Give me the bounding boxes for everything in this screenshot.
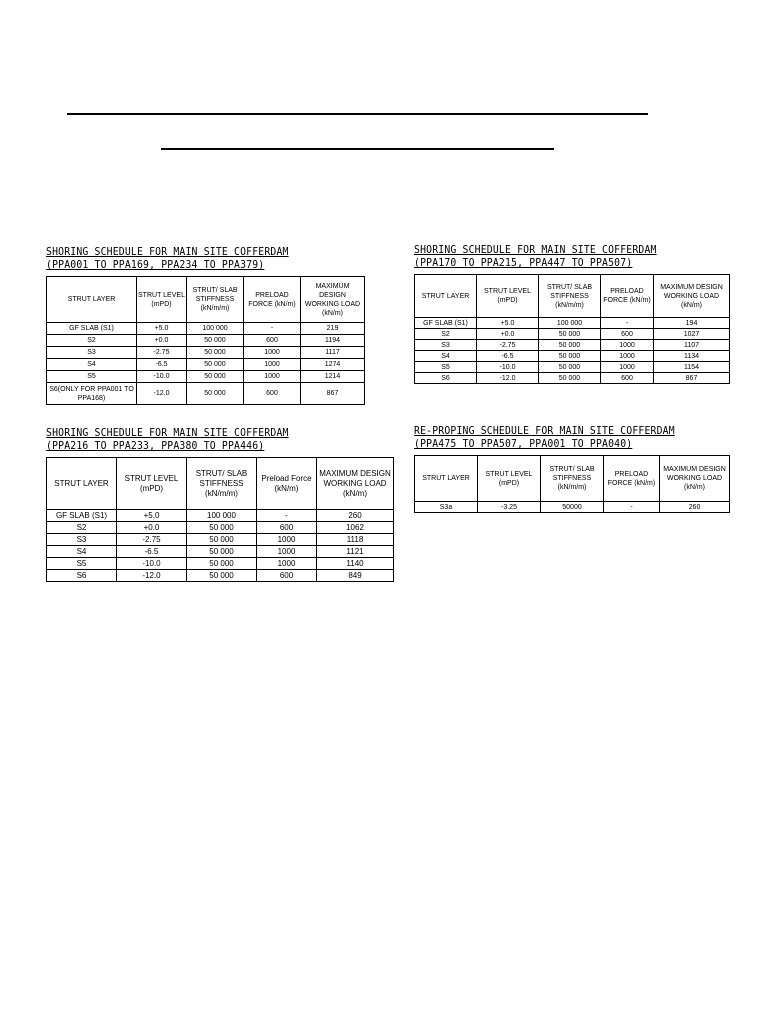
schedule-table <box>46 276 365 405</box>
schedule-table <box>414 455 730 513</box>
cell-preload-force: - <box>601 318 654 329</box>
table-row <box>415 373 730 384</box>
cell-strut-layer: S6(ONLY FOR PPA001 TO PPA168) <box>47 383 137 405</box>
cell-strut-layer: S5 <box>47 371 137 383</box>
schedule-title: SHORING SCHEDULE FOR MAIN SITE COFFERDAM <box>414 244 657 256</box>
schedule-ppa216-ppa233 <box>46 427 394 582</box>
cell-max-load: 867 <box>301 383 365 405</box>
header-stiffness: STRUT/ SLAB STIFFNESS (kN/m/m) <box>541 456 604 502</box>
schedule-range: (PPA170 TO PPA215, PPA447 TO PPA507) <box>414 257 633 269</box>
header-strut-level: STRUT LEVEL (mPD) <box>137 277 187 323</box>
table-row <box>47 359 365 371</box>
cell-strut-level: -12.0 <box>137 383 187 405</box>
cell-max-load: 1140 <box>317 558 394 570</box>
schedule-title: RE-PROPING SCHEDULE FOR MAIN SITE COFFERDAM <box>414 425 675 437</box>
cell-strut-layer: S5 <box>415 362 477 373</box>
cell-preload-force: 1000 <box>257 558 317 570</box>
cell-preload-force: 1000 <box>244 359 301 371</box>
cell-preload-force: 1000 <box>601 340 654 351</box>
cell-max-load: 1194 <box>301 335 365 347</box>
schedule-ppa170-ppa215 <box>414 244 730 384</box>
cell-max-load: 219 <box>301 323 365 335</box>
cell-strut-level: -6.5 <box>477 351 539 362</box>
cell-stiffness: 50 000 <box>539 351 601 362</box>
cell-max-load: 1154 <box>654 362 730 373</box>
cell-strut-layer: GF SLAB (S1) <box>47 510 117 522</box>
cell-strut-layer: S2 <box>47 335 137 347</box>
schedule-range: (PPA216 TO PPA233, PPA380 TO PPA446) <box>46 440 265 452</box>
cell-preload-force: 1000 <box>244 347 301 359</box>
cell-max-load: 194 <box>654 318 730 329</box>
cell-strut-layer: S4 <box>47 359 137 371</box>
table-row <box>47 347 365 359</box>
cell-strut-level: -6.5 <box>117 546 187 558</box>
header-strut-layer: STRUT LAYER <box>47 277 137 323</box>
header-strut-layer: STRUT LAYER <box>415 456 478 502</box>
cell-stiffness: 50 000 <box>539 362 601 373</box>
table-row <box>47 335 365 347</box>
cell-strut-level: -10.0 <box>477 362 539 373</box>
cell-strut-layer: S5 <box>47 558 117 570</box>
cell-stiffness: 50 000 <box>187 359 244 371</box>
cell-max-load: 1117 <box>301 347 365 359</box>
cell-stiffness: 50 000 <box>187 383 244 405</box>
cell-preload-force: 600 <box>257 522 317 534</box>
cell-strut-level: -10.0 <box>137 371 187 383</box>
schedule-title: SHORING SCHEDULE FOR MAIN SITE COFFERDAM <box>46 246 289 258</box>
cell-strut-level: -12.0 <box>477 373 539 384</box>
cell-stiffness: 50 000 <box>187 546 257 558</box>
cell-strut-level: +0.0 <box>477 329 539 340</box>
cell-strut-layer: S4 <box>415 351 477 362</box>
table-row <box>47 522 394 534</box>
cell-max-load: 867 <box>654 373 730 384</box>
cell-stiffness: 50 000 <box>539 329 601 340</box>
table-row <box>47 371 365 383</box>
cell-stiffness: 50000 <box>541 502 604 513</box>
header-stiffness: STRUT/ SLAB STIFFNESS (kN/m/m) <box>187 458 257 510</box>
cell-strut-level: -3.25 <box>478 502 541 513</box>
cell-strut-level: -10.0 <box>117 558 187 570</box>
schedule-ppa001-ppa169 <box>46 246 365 405</box>
cell-strut-level: -2.75 <box>477 340 539 351</box>
header-preload-force: PRELOAD FORCE (kN/m) <box>604 456 660 502</box>
cell-strut-layer: S3 <box>415 340 477 351</box>
cell-strut-level: +5.0 <box>137 323 187 335</box>
table-row <box>47 546 394 558</box>
cell-stiffness: 50 000 <box>187 371 244 383</box>
cell-preload-force: 600 <box>244 383 301 405</box>
table-row <box>47 558 394 570</box>
cell-preload-force: 1000 <box>257 534 317 546</box>
cell-strut-level: +0.0 <box>137 335 187 347</box>
cell-strut-layer: S2 <box>415 329 477 340</box>
table-row <box>47 510 394 522</box>
cell-strut-level: -6.5 <box>137 359 187 371</box>
cell-max-load: 849 <box>317 570 394 582</box>
schedule-title: SHORING SCHEDULE FOR MAIN SITE COFFERDAM <box>46 427 289 439</box>
header-strut-layer: STRUT LAYER <box>47 458 117 510</box>
cell-stiffness: 50 000 <box>187 558 257 570</box>
cell-preload-force: 1000 <box>601 362 654 373</box>
cell-max-load: 1134 <box>654 351 730 362</box>
cell-stiffness: 100 000 <box>539 318 601 329</box>
cell-max-load: 1118 <box>317 534 394 546</box>
cell-preload-force: 600 <box>244 335 301 347</box>
cell-preload-force: 600 <box>257 570 317 582</box>
cell-stiffness: 50 000 <box>187 522 257 534</box>
header-strut-layer: STRUT LAYER <box>415 275 477 318</box>
title-rule-short <box>161 148 554 150</box>
cell-strut-layer: S3 <box>47 534 117 546</box>
cell-preload-force: 600 <box>601 329 654 340</box>
header-strut-level: STRUT LEVEL (mPD) <box>478 456 541 502</box>
cell-stiffness: 50 000 <box>187 534 257 546</box>
cell-stiffness: 50 000 <box>539 373 601 384</box>
cell-max-load: 1121 <box>317 546 394 558</box>
header-max-load: MAXIMUM DESIGN WORKING LOAD (kN/m) <box>654 275 730 318</box>
cell-preload-force: - <box>244 323 301 335</box>
header-max-load: MAXIMUM DESIGN WORKING LOAD (kN/m) <box>301 277 365 323</box>
table-row <box>415 340 730 351</box>
cell-max-load: 1062 <box>317 522 394 534</box>
cell-strut-layer: S2 <box>47 522 117 534</box>
table-row <box>415 318 730 329</box>
schedule-range: (PPA475 TO PPA507, PPA001 TO PPA040) <box>414 438 633 450</box>
title-rule-long <box>67 113 648 115</box>
cell-preload-force: 1000 <box>257 546 317 558</box>
cell-max-load: 260 <box>317 510 394 522</box>
cell-preload-force: 1000 <box>244 371 301 383</box>
cell-max-load: 260 <box>660 502 730 513</box>
table-row <box>415 362 730 373</box>
schedule-table <box>414 274 730 384</box>
cell-stiffness: 100 000 <box>187 510 257 522</box>
header-stiffness: STRUT/ SLAB STIFFNESS (kN/m/m) <box>539 275 601 318</box>
table-row <box>47 534 394 546</box>
cell-strut-level: +5.0 <box>477 318 539 329</box>
cell-stiffness: 50 000 <box>539 340 601 351</box>
cell-strut-layer: S6 <box>47 570 117 582</box>
schedule-reproping <box>414 425 730 513</box>
table-row <box>47 323 365 335</box>
cell-max-load: 1214 <box>301 371 365 383</box>
cell-stiffness: 50 000 <box>187 335 244 347</box>
cell-stiffness: 50 000 <box>187 570 257 582</box>
cell-strut-level: +5.0 <box>117 510 187 522</box>
cell-strut-layer: S3 <box>47 347 137 359</box>
header-preload-force: Preload Force (kN/m) <box>257 458 317 510</box>
header-preload-force: PRELOAD FORCE (kN/m) <box>601 275 654 318</box>
cell-stiffness: 50 000 <box>187 347 244 359</box>
cell-strut-layer: S3a <box>415 502 478 513</box>
cell-preload-force: - <box>257 510 317 522</box>
cell-max-load: 1027 <box>654 329 730 340</box>
header-strut-level: STRUT LEVEL (mPD) <box>117 458 187 510</box>
cell-preload-force: - <box>604 502 660 513</box>
cell-strut-level: -2.75 <box>137 347 187 359</box>
schedule-range: (PPA001 TO PPA169, PPA234 TO PPA379) <box>46 259 265 271</box>
cell-preload-force: 1000 <box>601 351 654 362</box>
cell-strut-level: -2.75 <box>117 534 187 546</box>
cell-strut-layer: S6 <box>415 373 477 384</box>
header-preload-force: PRELOAD FORCE (kN/m) <box>244 277 301 323</box>
table-row <box>47 570 394 582</box>
cell-strut-level: +0.0 <box>117 522 187 534</box>
cell-strut-layer: S4 <box>47 546 117 558</box>
table-row <box>415 351 730 362</box>
table-row <box>47 383 365 405</box>
table-row <box>415 329 730 340</box>
cell-max-load: 1274 <box>301 359 365 371</box>
cell-preload-force: 600 <box>601 373 654 384</box>
cell-strut-layer: GF SLAB (S1) <box>47 323 137 335</box>
cell-stiffness: 100 000 <box>187 323 244 335</box>
table-row <box>415 502 730 513</box>
cell-max-load: 1107 <box>654 340 730 351</box>
cell-strut-level: -12.0 <box>117 570 187 582</box>
header-max-load: MAXIMUM DESIGN WORKING LOAD (kN/m) <box>317 458 394 510</box>
header-max-load: MAXIMUM DESIGN WORKING LOAD (kN/m) <box>660 456 730 502</box>
header-strut-level: STRUT LEVEL (mPD) <box>477 275 539 318</box>
cell-strut-layer: GF SLAB (S1) <box>415 318 477 329</box>
header-stiffness: STRUT/ SLAB STIFFNESS (kN/m/m) <box>187 277 244 323</box>
schedule-table <box>46 457 394 582</box>
